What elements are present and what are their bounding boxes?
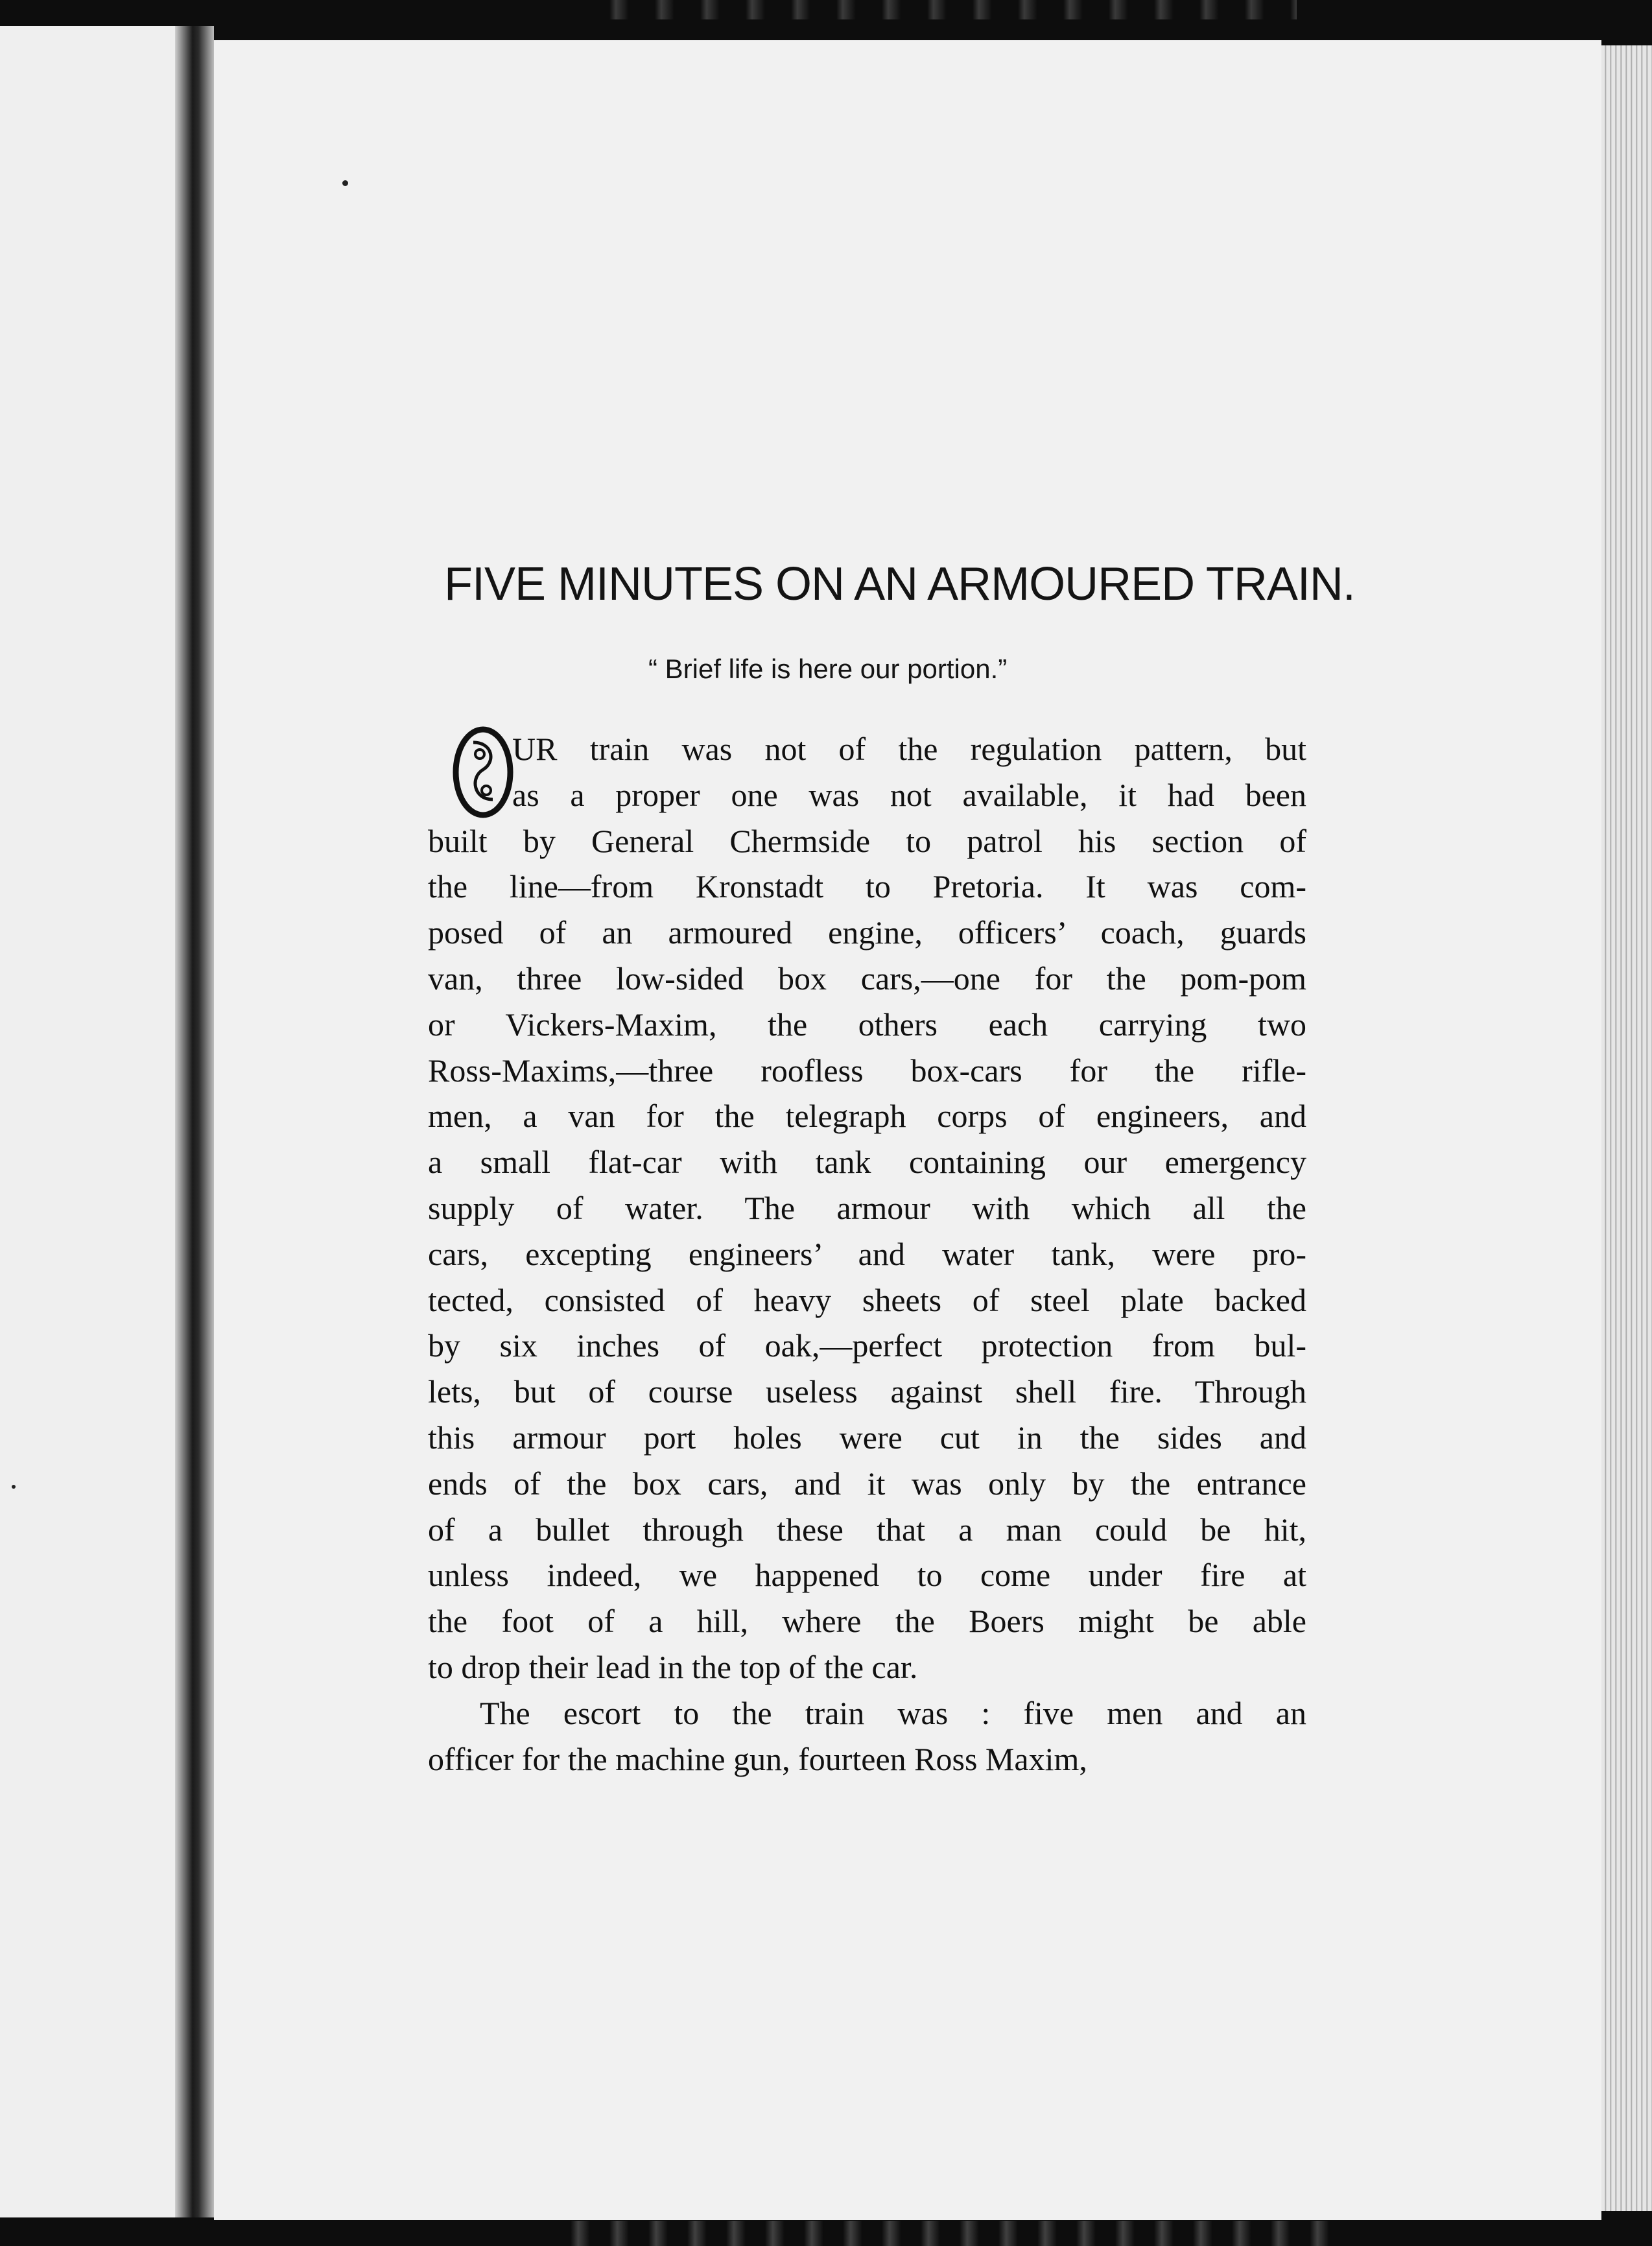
text-line: supply of water. The armour with which all the (428, 1189, 1306, 1226)
text-line: cars, excepting engineers’ and water tank, were pro- (428, 1235, 1306, 1272)
scan-top-edge (584, 0, 1297, 19)
scan-speck (342, 180, 348, 186)
text-line: van, three low-sided box cars,—one for the pom-pom (428, 960, 1306, 997)
text-line: unless indeed, we happened to come under fire at (428, 1557, 1306, 1594)
page-title: FIVE MINUTES ON AN ARMOURED TRAIN. (444, 558, 1355, 610)
text-line: built by General Chermside to patrol his section of (428, 822, 1306, 859)
text-line: lets, but of course useless against shell fire. Through (428, 1373, 1306, 1410)
epigraph: “ Brief life is here our portion.” (648, 654, 1008, 684)
text-line: officer for the machine gun, fourteen Ross Maxim, (428, 1740, 1087, 1777)
text-line: The escort to the train was : five men and an (480, 1694, 1306, 1731)
text-line: the foot of a hill, where the Boers might be able (428, 1603, 1306, 1640)
body-text (428, 726, 1306, 1782)
left-page (0, 26, 195, 2217)
scan-bottom-edge (551, 2221, 1329, 2246)
text-line: this armour port holes were cut in the sides and (428, 1419, 1306, 1456)
scan-speck (12, 1485, 16, 1489)
text-line: by six inches of oak,—perfect protection from bul- (428, 1327, 1306, 1364)
text-line: the line—from Kronstadt to Pretoria. It was com- (428, 868, 1306, 905)
page-edges (1601, 45, 1652, 2211)
text-line: to drop their lead in the top of the car. (428, 1648, 918, 1685)
text-line: men, a van for the telegraph corps of engineers, and (428, 1098, 1306, 1135)
text-line: or Vickers-Maxim, the others each carrying two (428, 1006, 1306, 1043)
drop-cap-letter (447, 723, 519, 820)
paragraph-1 (428, 726, 1306, 1690)
text-line: ends of the box cars, and it was only by the entrance (428, 1465, 1306, 1502)
text-line: posed of an armoured engine, officers’ coach, guards (428, 914, 1306, 951)
text-line: a small flat-car with tank containing our emergency (428, 1144, 1306, 1181)
book-gutter (175, 26, 214, 2217)
text-line: of a bullet through these that a man could be hit, (428, 1511, 1306, 1548)
text-line: tected, consisted of heavy sheets of steel plate backed (428, 1281, 1306, 1318)
text-line: Ross-Maxims,—three roofless box-cars for the rifle- (428, 1052, 1306, 1089)
text-line: as a proper one was not available, it had been (512, 776, 1306, 813)
text-line: UR train was not of the regulation pattern, but (512, 731, 1306, 767)
paragraph-2 (428, 1690, 1306, 1782)
